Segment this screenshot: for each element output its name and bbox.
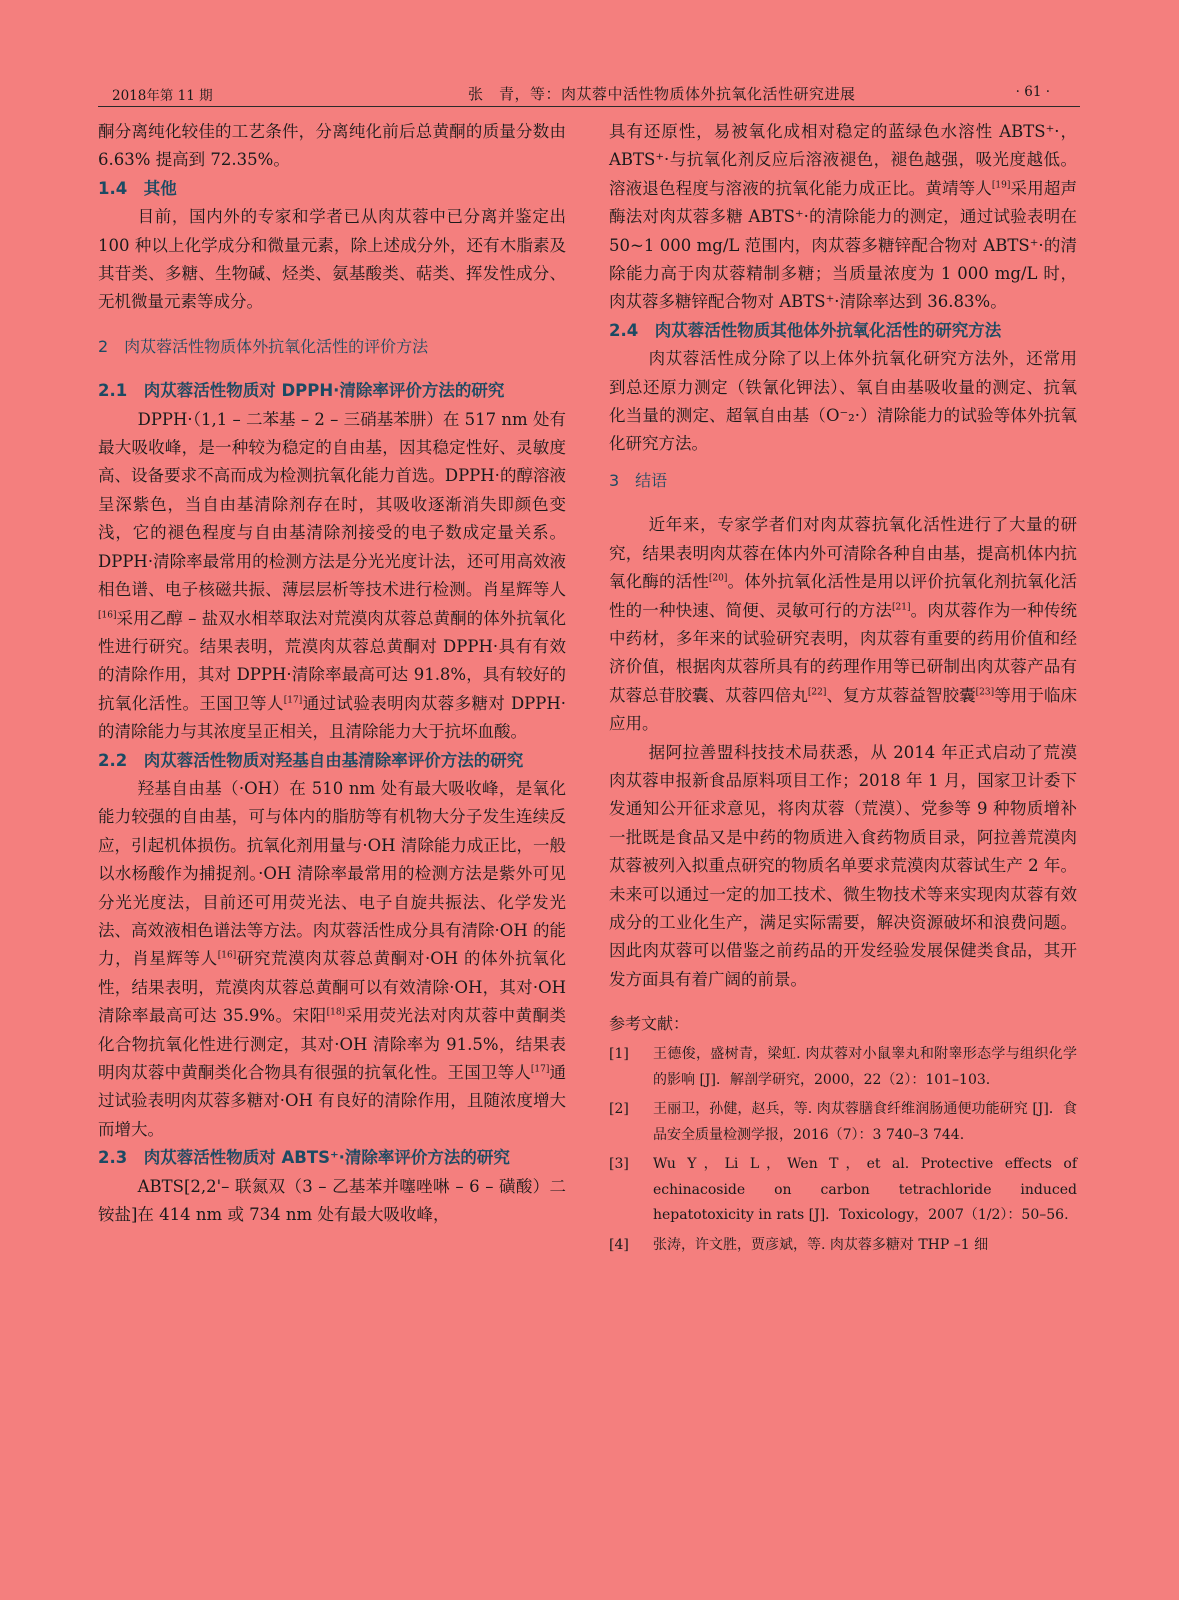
reference-list (609, 1042, 1077, 1258)
citation: [20] (708, 573, 728, 584)
paragraph: 近年来，专家学者们对肉苁蓉抗氧化活性进行了大量的研究，结果表明肉苁蓉在体内外可清除各种自由基，提高机体内抗氧化酶的活性[20]。体外抗氧化活性是用以评价抗氧化剂抗氧化活性的一种快速、简便、灵敏可行的方法[21]。肉苁蓉作为一种传统中药材，多年来的试验研究表明，肉苁蓉有重要的药用价值和经济价值，根据肉苁蓉所具有的药理作用等已研制出肉苁蓉产品有苁蓉总苷胶囊、苁蓉四倍丸[22]、复方苁蓉益智胶囊[23]等用于临床应用。 (609, 515, 1078, 734)
paragraph: ABTS[2,2'– 联氮双（3 – 乙基苯并噻唑啉 – 6 – 磺酸）二铵盐]在 414 nm 或 734 nm 处有最大吸收峰， (98, 1176, 566, 1225)
section-heading-2-2: 2.2 肉苁蓉活性物质对羟基自由基清除率评价方法的研究 (98, 750, 524, 770)
page-number: · 61 · (1015, 84, 1050, 100)
left-column (98, 118, 566, 1229)
paragraph: 肉苁蓉活性成分除了以上体外抗氧化研究方法外，还常用到总还原力测定（铁氰化钾法）、氧自由基吸收量的测定、抗氧化当量的测定、超氧自由基（O⁻₂·）清除能力的试验等体外抗氧化研究方法。 (609, 349, 1077, 454)
section-heading-3: 3 结语 (609, 470, 668, 490)
paragraph: 目前，国内外的专家和学者已从肉苁蓉中已分离并鉴定出 100 种以上化学成分和微量元素，除上述成分外，还有木脂素及其苷类、多糖、生物碱、烃类、氨基酸类、萜类、挥发性成分、无机微量元素等成分。 (98, 207, 566, 312)
citation: [23] (975, 687, 995, 698)
citation: [19] (991, 180, 1011, 191)
section-heading-2-3: 2.3 肉苁蓉活性物质对 ABTS⁺·清除率评价方法的研究 (98, 1148, 510, 1168)
section-heading-2-1: 2.1 肉苁蓉活性物质对 DPPH·清除率评价方法的研究 (98, 381, 505, 401)
running-header (98, 80, 1080, 107)
citation: [21] (892, 602, 911, 612)
citation: [18] (326, 1007, 346, 1018)
paragraph: 具有还原性，易被氧化成相对稳定的蓝绿色水溶性 ABTS⁺·，ABTS⁺·与抗氧化剂反应后溶液褪色，褪色越强，吸光度越低。溶液退色程度与溶液的抗氧化能力成正比。黄靖等人[19]采用超声酶法对肉苁蓉多糖 ABTS⁺·的清除能力的测定，通过试验表明在 50~1 000 mg/L 范围内，肉苁蓉多糖锌配合物对 ABTS⁺·的清除能力高于肉苁蓉精制多糖；当质量浓度为 1 000 mg/L 时，肉苁蓉多糖锌配合物对 ABTS⁺·清除率达到 36.83%。 (609, 122, 1078, 312)
reference-item: [1] 王德俊，盛树青，梁虹. 肉苁蓉对小鼠睾丸和附睾形态学与组织化学的影响 [J]．解剖学研究，2000，22（2）：101–103. (609, 1046, 1077, 1088)
citation: [16] (98, 610, 117, 620)
citation: [17] (283, 695, 303, 706)
paragraph: 据阿拉善盟科技技术局获悉，从 2014 年正式启动了荒漠肉苁蓉申报新食品原料项目工作；2018 年 1 月，国家卫计委下发通知公开征求意见，将肉苁蓉（荒漠）、党参等 9 种物质增补一批既是食品又是中药的物质进入食药物质目录，阿拉善荒漠肉苁蓉被列入拟重点研究的物质名单要求荒漠肉苁蓉试生产 2 年。未来可以通过一定的加工技术、微生物技术等来实现肉苁蓉有效成分的工业化生产，满足实际需要，解决资源破坏和浪费问题。因此肉苁蓉可以借鉴之前药品的开发经验发展保健类食品，其开发方面具有着广阔的前景。 (609, 742, 1077, 989)
section-heading-1-4: 1.4 其他 (98, 178, 177, 198)
reference-item: [4] 张涛，许文胜，贾彦斌，等. 肉苁蓉多糖对 THP –1 细 (609, 1236, 989, 1253)
references-heading: 参考文献： (609, 1014, 690, 1034)
running-title: 张 青，等：肉苁蓉中活性物质体外抗氧化活性研究进展 (468, 85, 856, 103)
section-heading-2: 2 肉苁蓉活性物质体外抗氧化活性的评价方法 (98, 336, 429, 356)
paragraph: DPPH·（1,1 – 二苯基 – 2 – 三硝基苯肼）在 517 nm 处有最大吸收峰，是一种较为稳定的自由基，因其稳定性好、灵敏度高、设备要求不高而成为检测抗氧化能力首选。DPPH·的醇溶液呈深紫色，当自由基清除剂存在时，其吸收逐渐消失即颜色变浅，它的褪色程度与自由基清除剂接受的电子数成定量关系。DPPH·清除率最常用的检测方法是分光光度计法，还可用高效液相色谱、电子核磁共振、薄层层析等技术进行检测。肖星辉等人[16]采用乙醇 – 盐双水相萃取法对荒漠肉苁蓉总黄酮的体外抗氧化性进行研究。结果表明，荒漠肉苁蓉总黄酮对 DPPH·具有有效的清除作用，其对 DPPH·清除率最高可达 91.8%，具有较好的抗氧化活性。王国卫等人[17]通过试验表明肉苁蓉多糖对 DPPH·的清除能力与其浓度呈正相关，且清除能力大于抗坏血酸。 (98, 409, 567, 742)
paragraph: 酮分离纯化较佳的工艺条件，分离纯化前后总黄酮的质量分数由 6.63% 提高到 72.35%。 (98, 122, 566, 170)
citation: [16] (217, 950, 237, 961)
citation: [22] (807, 687, 827, 698)
reference-item: [3] Wu Y，Li L，Wen T，et al. Protective effects of echinacoside on carbon tetrachloride induced hepatotoxicity in rats [J]．Toxicology，2007（1/2）：50–56. (609, 1156, 1077, 1224)
reference-item: [2] 王丽卫，孙健，赵兵，等. 肉苁蓉膳食纤维润肠通便功能研究 [J]．食品安全质量检测学报，2016（7）：3 740–3 744. (609, 1101, 1077, 1143)
right-column (609, 118, 1077, 1258)
section-heading-2-4: 2.4 肉苁蓉活性物质其他体外抗氧化活性的研究方法 (609, 320, 1002, 340)
citation: [17] (530, 1064, 550, 1075)
issue-label: 2018年第 11 期 (112, 88, 213, 104)
paragraph: 羟基自由基（·OH）在 510 nm 处有最大吸收峰，是氧化能力较强的自由基，可与体内的脂肪等有机物大分子发生连续反应，引起机体损伤。抗氧化剂用量与·OH 清除能力成正比，一般以水杨酸作为捕捉剂。·OH 清除率最常用的检测方法是紫外可见分光光度法，目前还可用荧光法、电子自旋共振法、化学发光法、高效液相色谱法等方法。肉苁蓉活性成分具有清除·OH 的能力，肖星辉等人[16]研究荒漠肉苁蓉总黄酮对·OH 的体外抗氧化性，结果表明，荒漠肉苁蓉总黄酮可以有效清除·OH，其对·OH 清除率最高可达 35.9%。宋阳[18]采用荧光法对肉苁蓉中黄酮类化合物抗氧化性进行测定，其对·OH 清除率为 91.5%，结果表明肉苁蓉中黄酮类化合物具有很强的抗氧化性。王国卫等人[17]通过试验表明肉苁蓉多糖对·OH 有良好的清除作用，且随浓度增大而增大。 (98, 778, 567, 1139)
